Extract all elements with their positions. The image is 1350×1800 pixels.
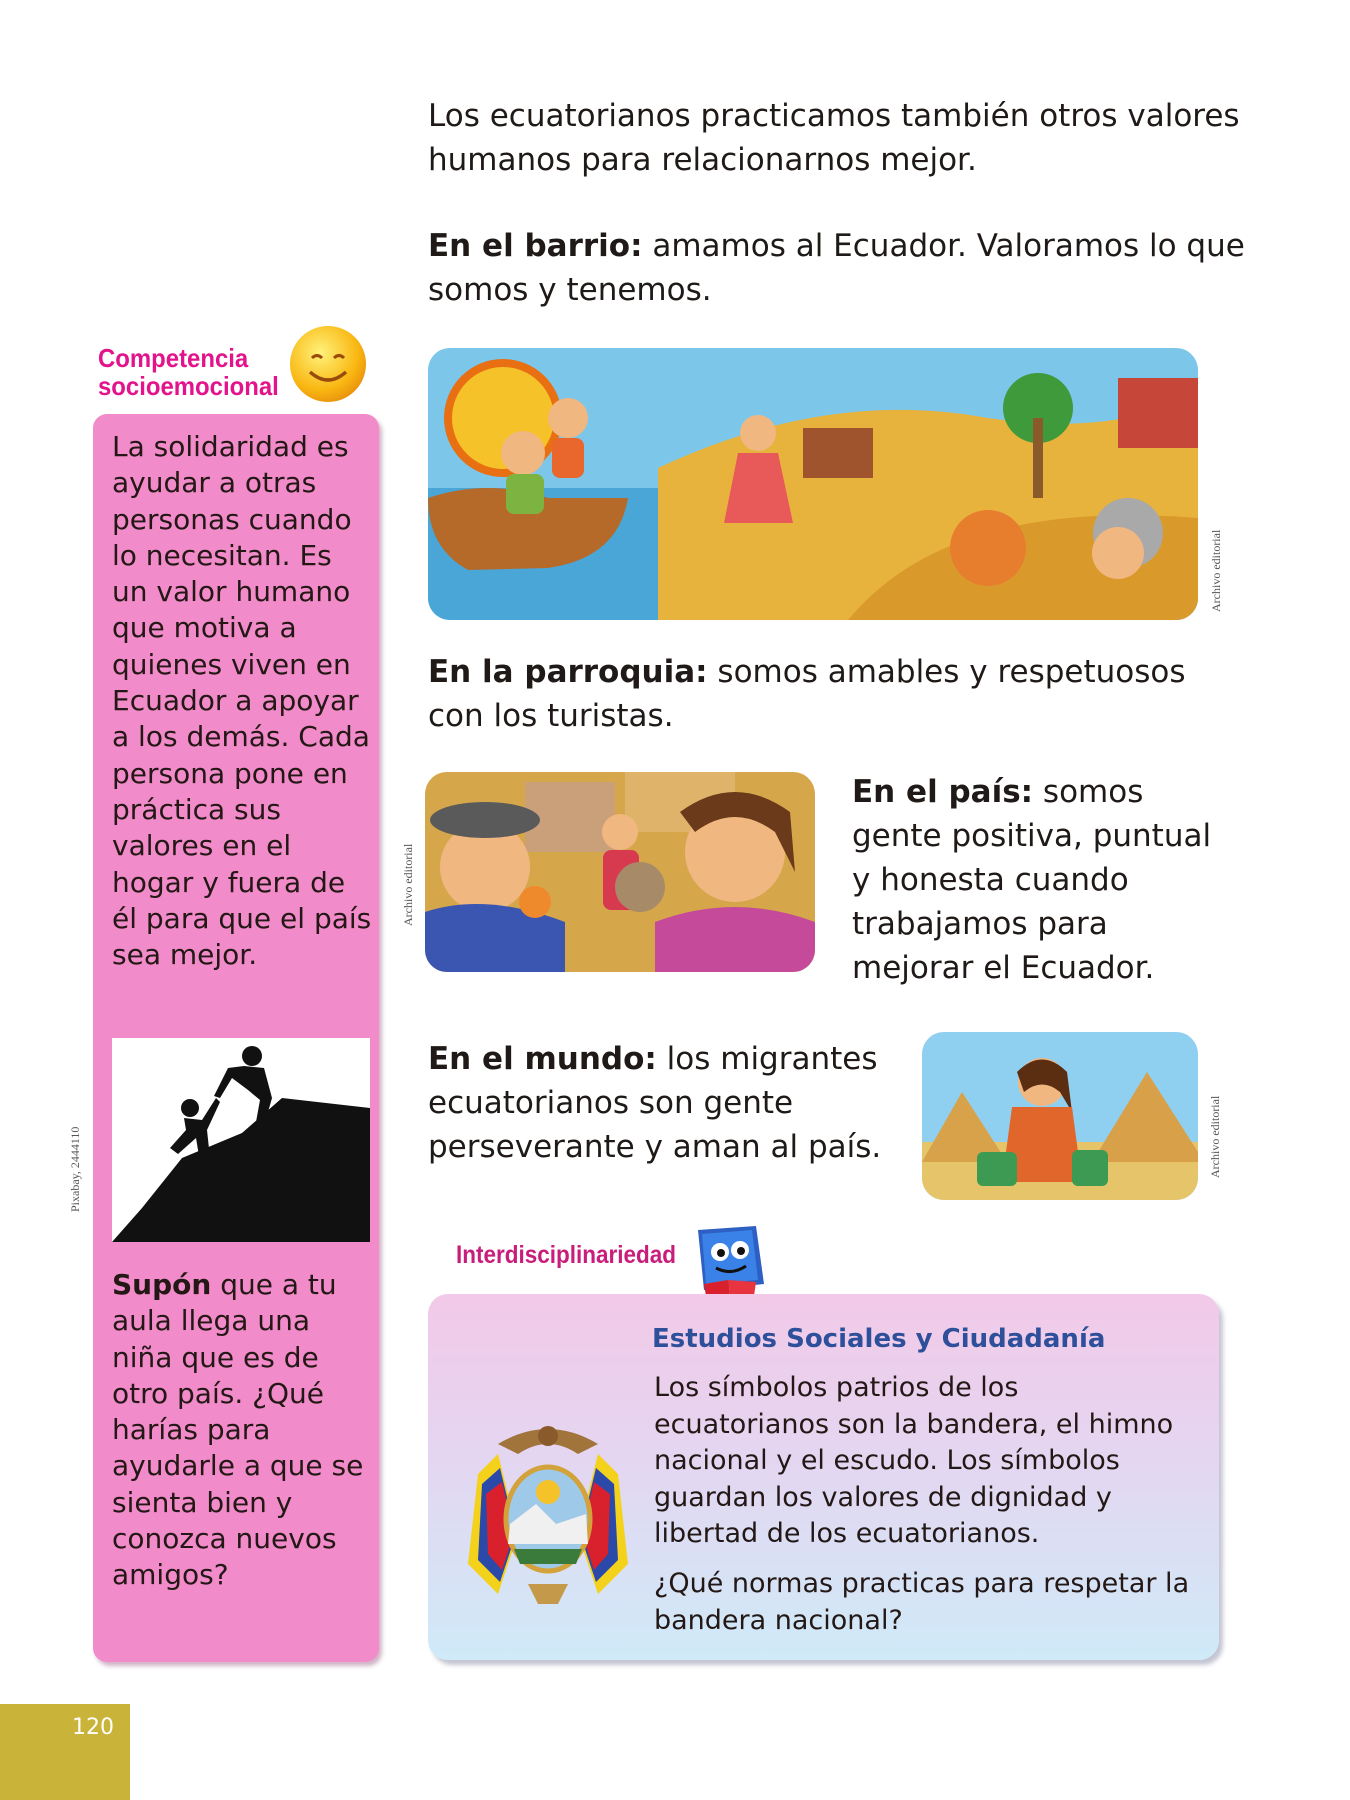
competencia-question: [112, 1267, 374, 1594]
mundo-text: los migrantes ecuatorianos son gente perseverante y aman al país.: [428, 1041, 882, 1165]
credit-pixabay: Pixabay, 2444110: [68, 1126, 82, 1212]
barrio-label: En el barrio:: [428, 228, 643, 264]
competencia-text: La solidaridad es ayudar a otras personas cuando lo necesitan. Es un valor humano que motiva a quienes viven en Ecuador a apoyar a los demás. Cada persona pone en práctica sus valores en el hogar y fuera de él para que el país sea mejor.: [112, 430, 372, 972]
mundo-illustration: [922, 1032, 1198, 1200]
barrio-text: amamos al Ecuador. Valoramos lo que somos y tenemos.: [428, 228, 1245, 308]
barrio-paragraph: [428, 224, 1248, 312]
competencia-question-bold: Supón: [112, 1268, 212, 1301]
inter-text: Los símbolos patrios de los ecuatorianos son la bandera, el himno nacional y el escudo. Los símbolos guardan los valores de dignidad y libertad de los ecuatorianos.: [654, 1372, 1174, 1549]
page-number: 120: [72, 1715, 114, 1740]
barrio-illustration: [428, 348, 1198, 620]
parroquia-label: En la parroquia:: [428, 654, 708, 690]
credit-parroquia: Archivo editorial: [401, 843, 415, 926]
inter-box: [428, 1294, 1219, 1660]
pais-text: somos gente positiva, puntual y honesta cuando trabajamos para mejorar el Ecuador.: [852, 774, 1212, 986]
credit-mundo: Archivo editorial: [1208, 1095, 1222, 1178]
mundo-paragraph: [428, 1037, 918, 1169]
inter-question: ¿Qué normas practicas para respetar la bandera nacional?: [654, 1568, 1190, 1636]
competencia-title-line2: socioemocional: [98, 371, 279, 401]
intro-text: Los ecuatorianos practicamos también otros valores humanos para relacionarnos mejor.: [428, 98, 1240, 178]
smiley-icon: [286, 322, 370, 406]
credit-barrio: Archivo editorial: [1209, 529, 1223, 612]
competencia-title-line1: Competencia: [98, 343, 249, 373]
parroquia-illustration: [425, 772, 815, 972]
pais-label: En el país:: [852, 774, 1034, 810]
competencia-question-rest: que a tu aula llega una niña que es de otro país. ¿Qué harías para ayudarle a que se sienta bien y conozca nuevos amigos?: [112, 1268, 364, 1592]
competencia-title: [98, 344, 295, 400]
inter-subject: Estudios Sociales y Ciudadanía: [652, 1324, 1106, 1354]
inter-title: Interdisciplinariedad: [456, 1241, 677, 1269]
climbers-silhouette: [112, 1038, 370, 1242]
competencia-box: [93, 414, 379, 1662]
parroquia-paragraph: [428, 650, 1248, 738]
pais-paragraph: [852, 770, 1232, 990]
mundo-label: En el mundo:: [428, 1041, 657, 1077]
coat-of-arms-emblem: [458, 1414, 638, 1614]
parroquia-text: somos amables y respetuosos con los turistas.: [428, 654, 1186, 734]
